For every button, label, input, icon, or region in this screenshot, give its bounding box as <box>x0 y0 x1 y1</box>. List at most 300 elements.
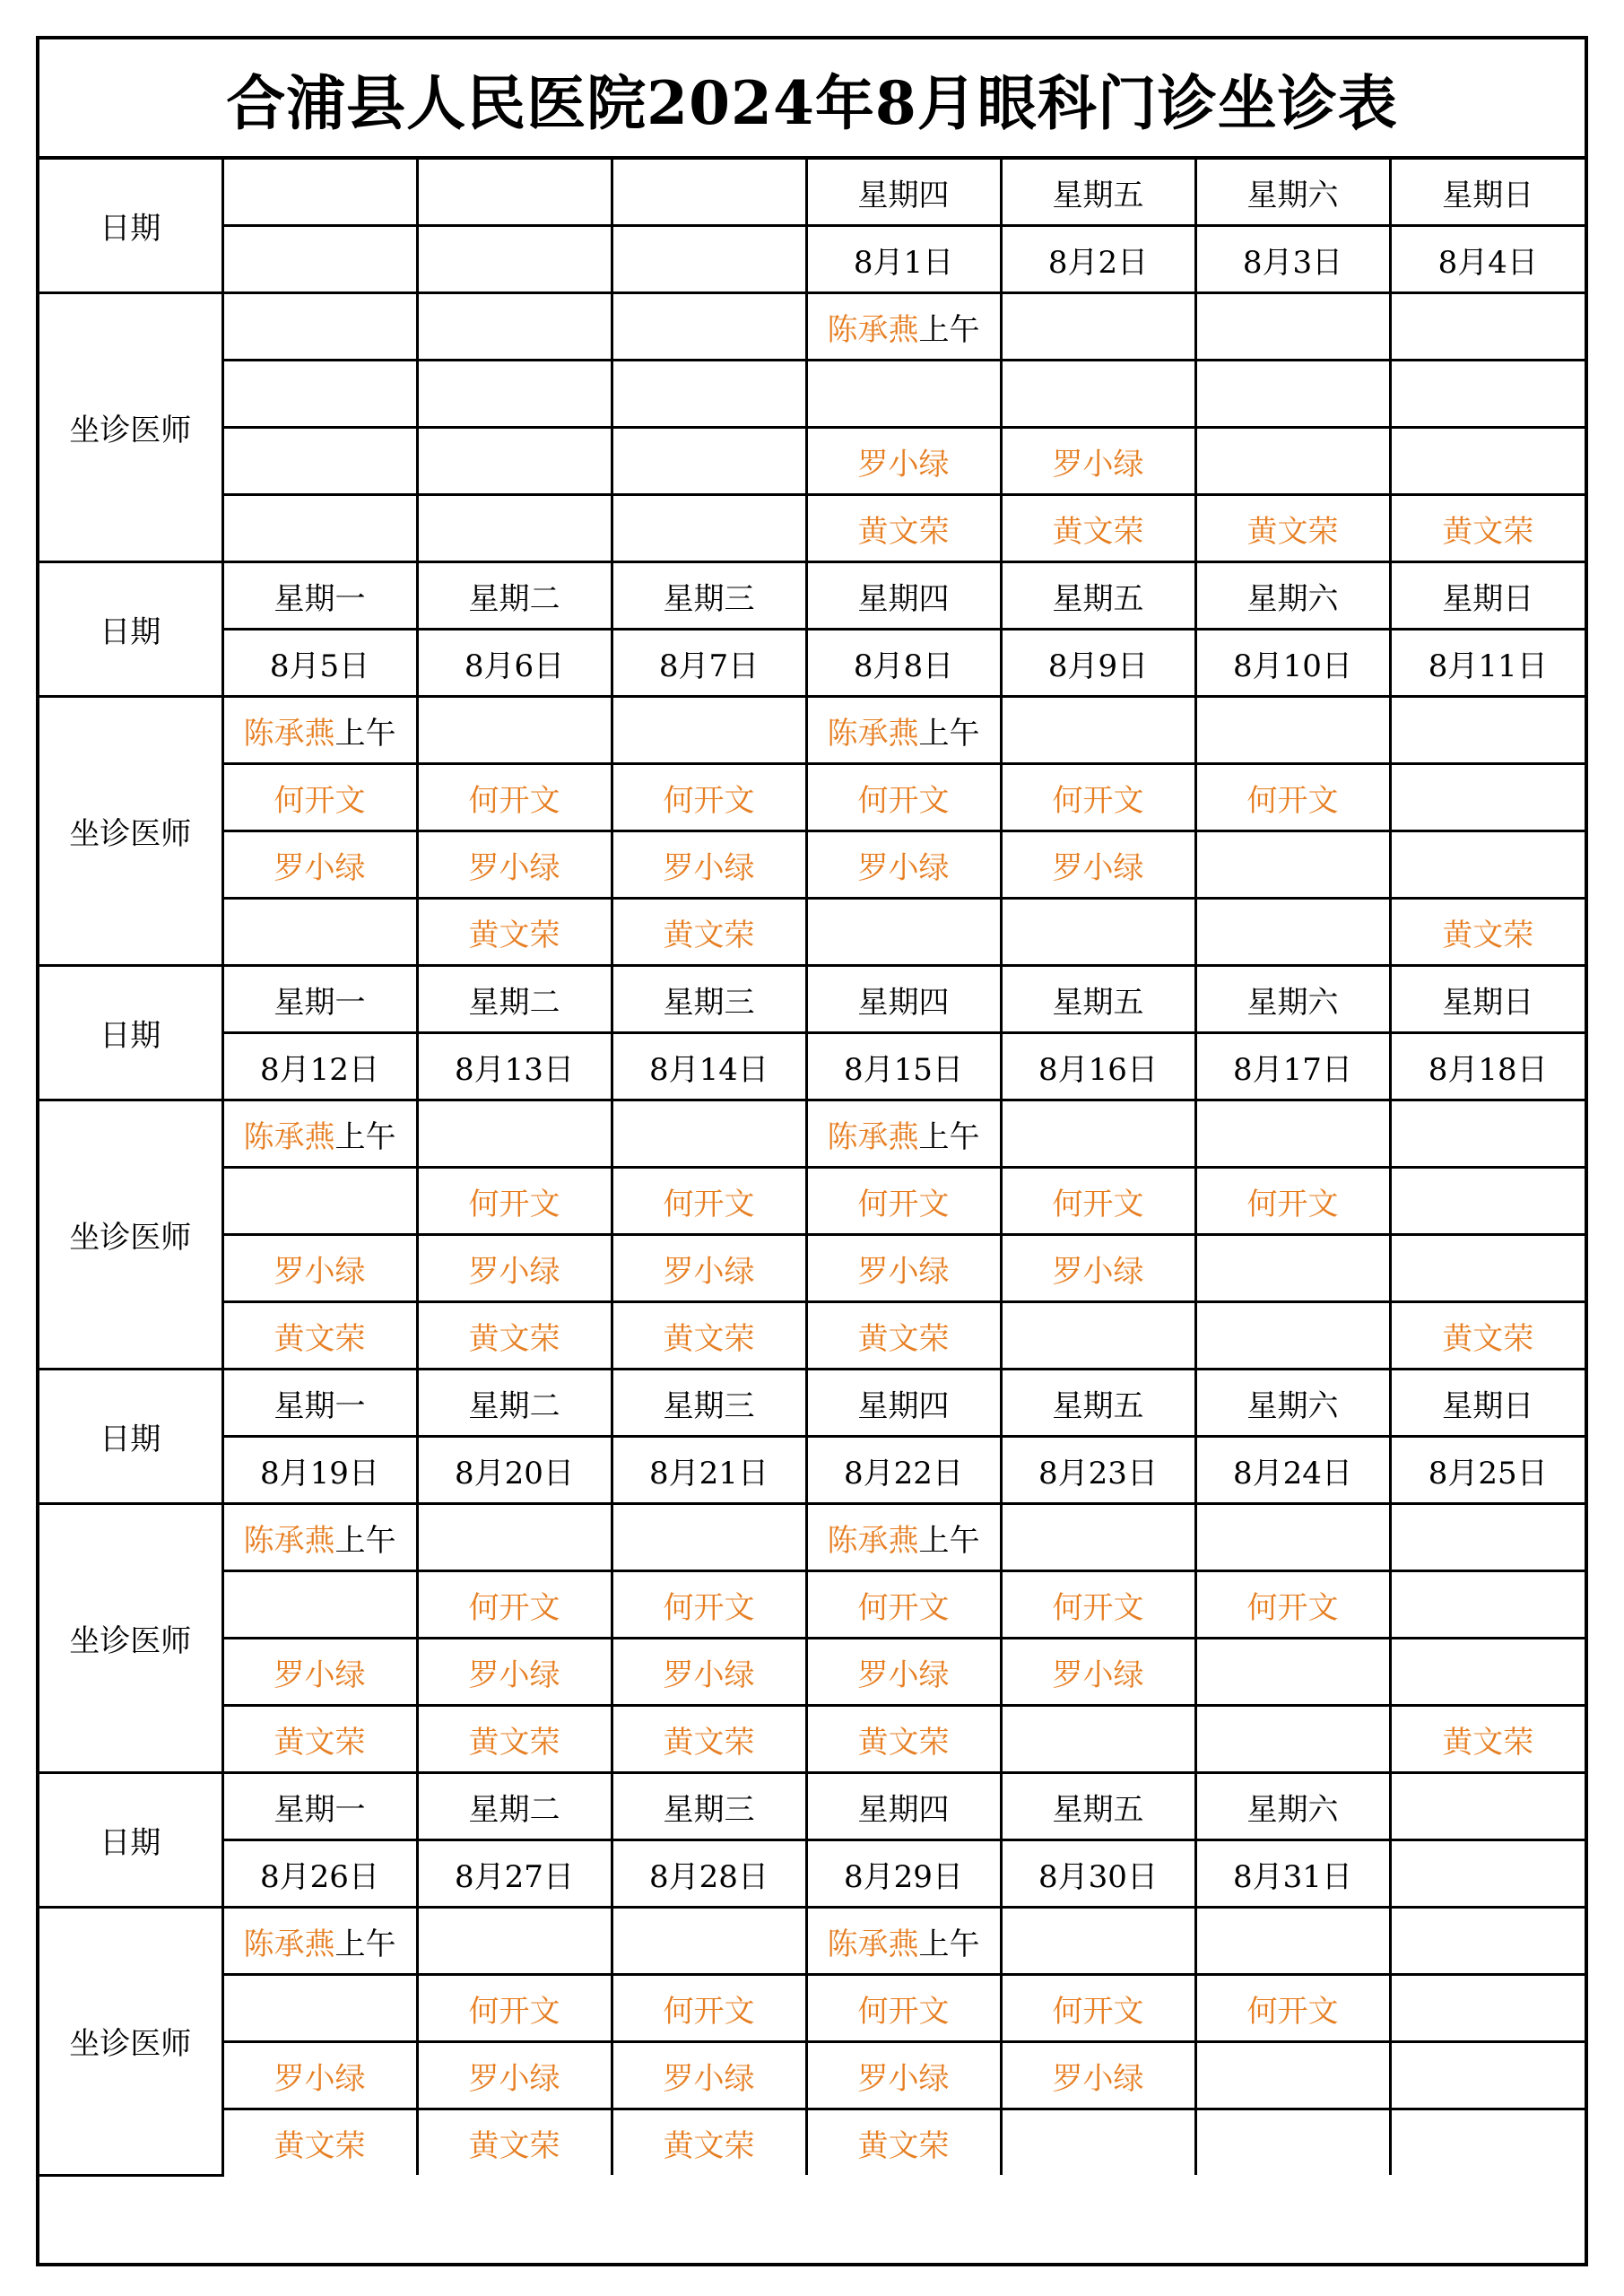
doctor-name: 罗小绿 <box>663 1657 755 1693</box>
weekday-cell: 星期一 <box>222 966 417 1033</box>
date-cell <box>1390 1840 1585 1908</box>
doctor-cell <box>417 1302 612 1370</box>
doctor-name: 何开文 <box>1246 782 1339 819</box>
date-cell: 8月29日 <box>806 1840 1001 1908</box>
doctor-cell <box>806 1639 1001 1706</box>
doctor-name: 罗小绿 <box>1052 849 1144 886</box>
doctor-cell <box>222 293 417 361</box>
doctor-name: 黄文荣 <box>857 2127 950 2164</box>
week-day-row <box>39 1773 1585 1840</box>
doctor-cell <box>1390 899 1585 966</box>
weekday-cell: 星期一 <box>222 1370 417 1437</box>
doctor-name: 何开文 <box>468 1993 560 2030</box>
doctor-name: 何开文 <box>857 1993 950 2030</box>
doctor-cell <box>1001 764 1195 831</box>
doctor-cell <box>612 2109 806 2176</box>
doctor-cell <box>222 831 417 899</box>
date-cell: 8月7日 <box>612 630 806 697</box>
doctor-row <box>39 697 1585 764</box>
date-cell: 8月19日 <box>222 1437 417 1504</box>
date-cell: 8月14日 <box>612 1033 806 1100</box>
date-label: 日期 <box>39 160 222 293</box>
doctor-name: 罗小绿 <box>274 1657 366 1693</box>
doctor-cell <box>222 1235 417 1302</box>
doctor-cell <box>417 495 612 562</box>
doctor-row <box>39 1504 1585 1571</box>
doctor-cell <box>1001 1639 1195 1706</box>
weekday-cell: 星期一 <box>222 1773 417 1840</box>
doctor-name: 黄文荣 <box>274 1320 366 1357</box>
doctor-cell <box>1195 764 1390 831</box>
doctor-cell <box>806 428 1001 495</box>
doctor-name: 罗小绿 <box>468 2060 560 2097</box>
doctor-name: 黄文荣 <box>663 917 755 953</box>
doctor-cell <box>612 1168 806 1235</box>
week-day-row <box>39 160 1585 226</box>
doctor-cell <box>806 495 1001 562</box>
doctor-name: 陈承燕 <box>827 1118 919 1155</box>
doctor-cell <box>612 1706 806 1773</box>
doctor-cell <box>1195 361 1390 428</box>
weekday-cell: 星期一 <box>222 562 417 630</box>
doctor-cell <box>1001 1706 1195 1773</box>
doctor-cell <box>222 1908 417 1975</box>
doctor-cell <box>1390 1168 1585 1235</box>
doctor-name: 黄文荣 <box>1442 917 1534 953</box>
doctor-cell <box>612 831 806 899</box>
weekday-cell: 星期二 <box>417 562 612 630</box>
doctor-cell <box>612 899 806 966</box>
doctor-name: 黄文荣 <box>663 1724 755 1761</box>
doctor-name: 陈承燕 <box>243 1926 335 1962</box>
doctor-name: 何开文 <box>1052 1589 1144 1626</box>
date-cell <box>612 226 806 293</box>
weekday-cell: 星期三 <box>612 1370 806 1437</box>
doctor-name: 黄文荣 <box>857 513 950 550</box>
week-date-row <box>39 630 1585 697</box>
doctor-name: 罗小绿 <box>1052 1657 1144 1693</box>
doctor-name: 黄文荣 <box>1442 1724 1534 1761</box>
doctor-cell <box>806 1302 1001 1370</box>
week-date-row <box>39 1033 1585 1100</box>
weekday-cell: 星期二 <box>417 966 612 1033</box>
doctor-cell <box>222 1975 417 2042</box>
doctor-cell <box>1001 2042 1195 2109</box>
doctor-cell <box>1001 428 1195 495</box>
doctor-name: 黄文荣 <box>274 1724 366 1761</box>
doctor-name: 罗小绿 <box>857 1657 950 1693</box>
doctor-cell <box>417 1571 612 1639</box>
doctor-name: 何开文 <box>857 782 950 819</box>
doctor-cell <box>1001 361 1195 428</box>
doctor-name: 罗小绿 <box>468 1657 560 1693</box>
doctor-name: 黄文荣 <box>663 1320 755 1357</box>
doctor-row <box>39 1706 1585 1773</box>
doctor-cell <box>222 428 417 495</box>
doctor-cell <box>1195 1302 1390 1370</box>
doctor-name: 罗小绿 <box>857 849 950 886</box>
weekday-cell: 星期四 <box>806 1370 1001 1437</box>
doctor-cell <box>806 2042 1001 2109</box>
weekday-cell: 星期二 <box>417 1370 612 1437</box>
weekday-cell: 星期四 <box>806 1773 1001 1840</box>
date-cell: 8月2日 <box>1001 226 1195 293</box>
weekday-cell: 星期日 <box>1390 1370 1585 1437</box>
doctor-cell <box>1001 1235 1195 1302</box>
doctor-cell <box>806 2109 1001 2176</box>
doctor-cell <box>1390 831 1585 899</box>
doctor-cell <box>612 428 806 495</box>
doctor-cell <box>1001 293 1195 361</box>
doctor-cell <box>417 293 612 361</box>
doctor-name: 罗小绿 <box>1052 446 1144 483</box>
doctor-row <box>39 428 1585 495</box>
date-cell: 8月30日 <box>1001 1840 1195 1908</box>
doctor-name: 何开文 <box>663 1186 755 1222</box>
doctor-row <box>39 1302 1585 1370</box>
date-cell: 8月26日 <box>222 1840 417 1908</box>
doctor-cell <box>1390 2109 1585 2176</box>
doctor-cell <box>1390 764 1585 831</box>
doctor-row <box>39 361 1585 428</box>
date-cell: 8月18日 <box>1390 1033 1585 1100</box>
doctor-cell <box>612 361 806 428</box>
doctor-cell <box>222 1706 417 1773</box>
doctor-cell <box>806 361 1001 428</box>
doctor-cell <box>1390 293 1585 361</box>
page-title: 合浦县人民医院2024年8月眼科门诊坐诊表 <box>39 39 1585 160</box>
doctor-cell <box>417 1100 612 1168</box>
date-cell: 8月27日 <box>417 1840 612 1908</box>
doctor-cell <box>1195 1975 1390 2042</box>
doctor-name: 黄文荣 <box>1442 1320 1534 1357</box>
doctor-name: 罗小绿 <box>663 1253 755 1290</box>
doctor-cell <box>612 1571 806 1639</box>
doctor-name: 罗小绿 <box>274 2060 366 2097</box>
doctor-cell <box>222 361 417 428</box>
doctor-name: 陈承燕 <box>243 1522 335 1559</box>
doctors-label: 坐诊医师 <box>39 1100 222 1370</box>
weekday-cell <box>417 160 612 226</box>
weekday-cell: 星期六 <box>1195 1370 1390 1437</box>
doctor-cell <box>222 1100 417 1168</box>
doctor-cell <box>222 1504 417 1571</box>
weekday-cell: 星期日 <box>1390 562 1585 630</box>
doctor-name: 何开文 <box>663 782 755 819</box>
doctor-cell <box>1195 1100 1390 1168</box>
doctor-name: 黄文荣 <box>857 1724 950 1761</box>
doctor-cell <box>417 1235 612 1302</box>
doctor-cell <box>222 1571 417 1639</box>
doctor-cell <box>1001 1100 1195 1168</box>
doctor-cell <box>1390 1706 1585 1773</box>
session-label: 上午 <box>918 1118 980 1155</box>
doctor-cell <box>1001 1571 1195 1639</box>
date-cell: 8月28日 <box>612 1840 806 1908</box>
doctor-cell <box>1390 361 1585 428</box>
week-day-row <box>39 966 1585 1033</box>
doctor-cell <box>612 1235 806 1302</box>
doctor-name: 何开文 <box>1052 1993 1144 2030</box>
doctor-cell <box>806 1235 1001 1302</box>
doctor-cell <box>1001 831 1195 899</box>
doctor-cell <box>1390 1571 1585 1639</box>
weekday-cell: 星期三 <box>612 1773 806 1840</box>
doctor-cell <box>1001 899 1195 966</box>
doctor-cell <box>1195 495 1390 562</box>
doctor-name: 何开文 <box>468 1186 560 1222</box>
doctor-cell <box>1001 495 1195 562</box>
doctor-name: 罗小绿 <box>857 1253 950 1290</box>
date-label: 日期 <box>39 562 222 697</box>
doctor-name: 罗小绿 <box>468 1253 560 1290</box>
doctor-cell <box>222 2042 417 2109</box>
doctor-cell <box>612 1975 806 2042</box>
session-label: 上午 <box>918 1522 980 1559</box>
doctor-cell <box>1195 1908 1390 1975</box>
week-date-row <box>39 1437 1585 1504</box>
session-label: 上午 <box>334 1522 396 1559</box>
doctor-cell <box>1195 2109 1390 2176</box>
doctor-cell <box>1195 899 1390 966</box>
doctor-cell <box>417 361 612 428</box>
doctor-cell <box>806 899 1001 966</box>
weekday-cell: 星期六 <box>1195 562 1390 630</box>
doctor-cell <box>1001 1908 1195 1975</box>
weekday-cell: 星期四 <box>806 562 1001 630</box>
weekday-cell: 星期五 <box>1001 562 1195 630</box>
date-label: 日期 <box>39 966 222 1100</box>
doctor-cell <box>417 1706 612 1773</box>
doctor-name: 黄文荣 <box>1442 513 1534 550</box>
doctor-name: 罗小绿 <box>663 2060 755 2097</box>
week-day-row <box>39 562 1585 630</box>
doctor-cell <box>1195 831 1390 899</box>
week-date-row <box>39 1840 1585 1908</box>
weekday-cell: 星期四 <box>806 966 1001 1033</box>
weekday-cell: 星期六 <box>1195 1773 1390 1840</box>
doctor-cell <box>1390 2042 1585 2109</box>
doctor-name: 罗小绿 <box>1052 2060 1144 2097</box>
doctor-cell <box>1390 1975 1585 2042</box>
date-cell: 8月24日 <box>1195 1437 1390 1504</box>
doctor-row <box>39 1571 1585 1639</box>
date-cell <box>222 226 417 293</box>
doctor-cell <box>806 831 1001 899</box>
doctor-row <box>39 764 1585 831</box>
doctor-cell <box>417 764 612 831</box>
weekday-cell: 星期六 <box>1195 966 1390 1033</box>
doctor-name: 黄文荣 <box>274 2127 366 2164</box>
doctor-name: 罗小绿 <box>857 2060 950 2097</box>
doctor-row <box>39 2109 1585 2176</box>
session-label: 上午 <box>918 1926 980 1962</box>
date-cell: 8月6日 <box>417 630 612 697</box>
doctor-row <box>39 2042 1585 2109</box>
doctor-row <box>39 899 1585 966</box>
doctor-cell <box>806 293 1001 361</box>
doctor-cell <box>1390 1235 1585 1302</box>
session-label: 上午 <box>334 1926 396 1962</box>
doctor-name: 何开文 <box>468 782 560 819</box>
doctor-cell <box>222 899 417 966</box>
doctor-cell <box>417 2042 612 2109</box>
doctor-name: 黄文荣 <box>857 1320 950 1357</box>
doctor-cell <box>806 764 1001 831</box>
doctor-cell <box>1195 293 1390 361</box>
doctor-cell <box>222 2109 417 2176</box>
session-label: 上午 <box>918 311 980 348</box>
date-cell <box>417 226 612 293</box>
doctor-cell <box>417 1975 612 2042</box>
date-cell: 8月13日 <box>417 1033 612 1100</box>
doctor-cell <box>1390 1302 1585 1370</box>
doctor-cell <box>1195 1504 1390 1571</box>
date-cell: 8月5日 <box>222 630 417 697</box>
doctor-name: 罗小绿 <box>274 849 366 886</box>
doctor-cell <box>417 2109 612 2176</box>
doctors-label: 坐诊医师 <box>39 293 222 562</box>
doctor-name: 罗小绿 <box>1052 1253 1144 1290</box>
date-cell: 8月1日 <box>806 226 1001 293</box>
doctor-cell <box>1195 1235 1390 1302</box>
doctor-cell <box>1195 1571 1390 1639</box>
doctor-cell <box>806 1504 1001 1571</box>
weekday-cell: 星期二 <box>417 1773 612 1840</box>
weekday-cell <box>612 160 806 226</box>
doctor-row <box>39 1100 1585 1168</box>
weekday-cell: 星期五 <box>1001 1773 1195 1840</box>
date-cell: 8月16日 <box>1001 1033 1195 1100</box>
doctor-name: 何开文 <box>857 1186 950 1222</box>
doctor-cell <box>1195 1706 1390 1773</box>
doctor-cell <box>222 495 417 562</box>
doctor-cell <box>806 1571 1001 1639</box>
date-cell: 8月25日 <box>1390 1437 1585 1504</box>
doctor-name: 何开文 <box>1246 1186 1339 1222</box>
doctor-name: 黄文荣 <box>468 1320 560 1357</box>
doctors-label: 坐诊医师 <box>39 1504 222 1773</box>
date-cell: 8月11日 <box>1390 630 1585 697</box>
doctor-cell <box>806 1100 1001 1168</box>
doctor-cell <box>612 697 806 764</box>
weekday-cell <box>222 160 417 226</box>
doctor-cell <box>222 1302 417 1370</box>
weekday-cell: 星期五 <box>1001 1370 1195 1437</box>
doctor-cell <box>612 2042 806 2109</box>
weekday-cell: 星期五 <box>1001 966 1195 1033</box>
doctor-cell <box>1390 697 1585 764</box>
doctor-row <box>39 1168 1585 1235</box>
doctor-row <box>39 1975 1585 2042</box>
doctor-cell <box>1001 1504 1195 1571</box>
doctor-cell <box>1195 428 1390 495</box>
doctor-cell <box>612 1504 806 1571</box>
doctor-cell <box>1390 1504 1585 1571</box>
date-cell: 8月4日 <box>1390 226 1585 293</box>
doctor-row <box>39 831 1585 899</box>
doctor-cell <box>612 764 806 831</box>
doctor-cell <box>806 1908 1001 1975</box>
session-label: 上午 <box>334 715 396 752</box>
doctor-row <box>39 293 1585 361</box>
doctor-cell <box>417 1504 612 1571</box>
doctor-name: 何开文 <box>1052 782 1144 819</box>
session-label: 上午 <box>334 1118 396 1155</box>
doctor-cell <box>806 697 1001 764</box>
doctor-row <box>39 1235 1585 1302</box>
doctor-name: 黄文荣 <box>468 917 560 953</box>
doctor-cell <box>417 697 612 764</box>
doctor-name: 黄文荣 <box>1052 513 1144 550</box>
doctor-name: 陈承燕 <box>827 1522 919 1559</box>
doctor-name: 罗小绿 <box>468 849 560 886</box>
date-cell: 8月8日 <box>806 630 1001 697</box>
date-cell: 8月10日 <box>1195 630 1390 697</box>
doctor-cell <box>1001 1302 1195 1370</box>
schedule-table <box>39 160 1585 2177</box>
doctor-cell <box>612 293 806 361</box>
weekday-cell: 星期日 <box>1390 966 1585 1033</box>
doctor-name: 何开文 <box>1052 1186 1144 1222</box>
doctor-cell <box>612 1302 806 1370</box>
doctor-cell <box>1390 1639 1585 1706</box>
doctors-label: 坐诊医师 <box>39 1908 222 2176</box>
doctor-cell <box>417 831 612 899</box>
doctor-cell <box>1195 2042 1390 2109</box>
doctor-cell <box>806 1168 1001 1235</box>
doctor-name: 黄文荣 <box>1246 513 1339 550</box>
doctor-cell <box>1001 1168 1195 1235</box>
doctor-cell <box>1390 1908 1585 1975</box>
doctor-cell <box>417 899 612 966</box>
doctor-name: 何开文 <box>468 1589 560 1626</box>
doctor-cell <box>612 1639 806 1706</box>
date-label: 日期 <box>39 1773 222 1908</box>
doctor-name: 何开文 <box>1246 1993 1339 2030</box>
weekday-cell: 星期三 <box>612 966 806 1033</box>
date-cell: 8月3日 <box>1195 226 1390 293</box>
doctor-name: 陈承燕 <box>827 1926 919 1962</box>
doctor-name: 罗小绿 <box>663 849 755 886</box>
date-cell: 8月12日 <box>222 1033 417 1100</box>
doctor-row <box>39 1908 1585 1975</box>
schedule-sheet <box>36 36 1588 2266</box>
doctor-name: 陈承燕 <box>243 1118 335 1155</box>
doctor-cell <box>1001 697 1195 764</box>
weekday-cell: 星期三 <box>612 562 806 630</box>
doctor-cell <box>222 1168 417 1235</box>
doctor-cell <box>222 1639 417 1706</box>
doctor-cell <box>1390 428 1585 495</box>
weekday-cell: 星期日 <box>1390 160 1585 226</box>
doctor-cell <box>1195 1639 1390 1706</box>
doctor-name: 何开文 <box>663 1589 755 1626</box>
doctor-cell <box>417 1168 612 1235</box>
doctor-cell <box>417 1639 612 1706</box>
doctor-cell <box>612 1908 806 1975</box>
weekday-cell: 星期四 <box>806 160 1001 226</box>
doctor-cell <box>806 1706 1001 1773</box>
date-cell: 8月22日 <box>806 1437 1001 1504</box>
doctor-name: 黄文荣 <box>468 1724 560 1761</box>
doctor-cell <box>417 428 612 495</box>
doctor-row <box>39 1639 1585 1706</box>
doctor-cell <box>1390 495 1585 562</box>
doctor-cell <box>222 697 417 764</box>
date-cell: 8月21日 <box>612 1437 806 1504</box>
doctor-cell <box>1195 697 1390 764</box>
